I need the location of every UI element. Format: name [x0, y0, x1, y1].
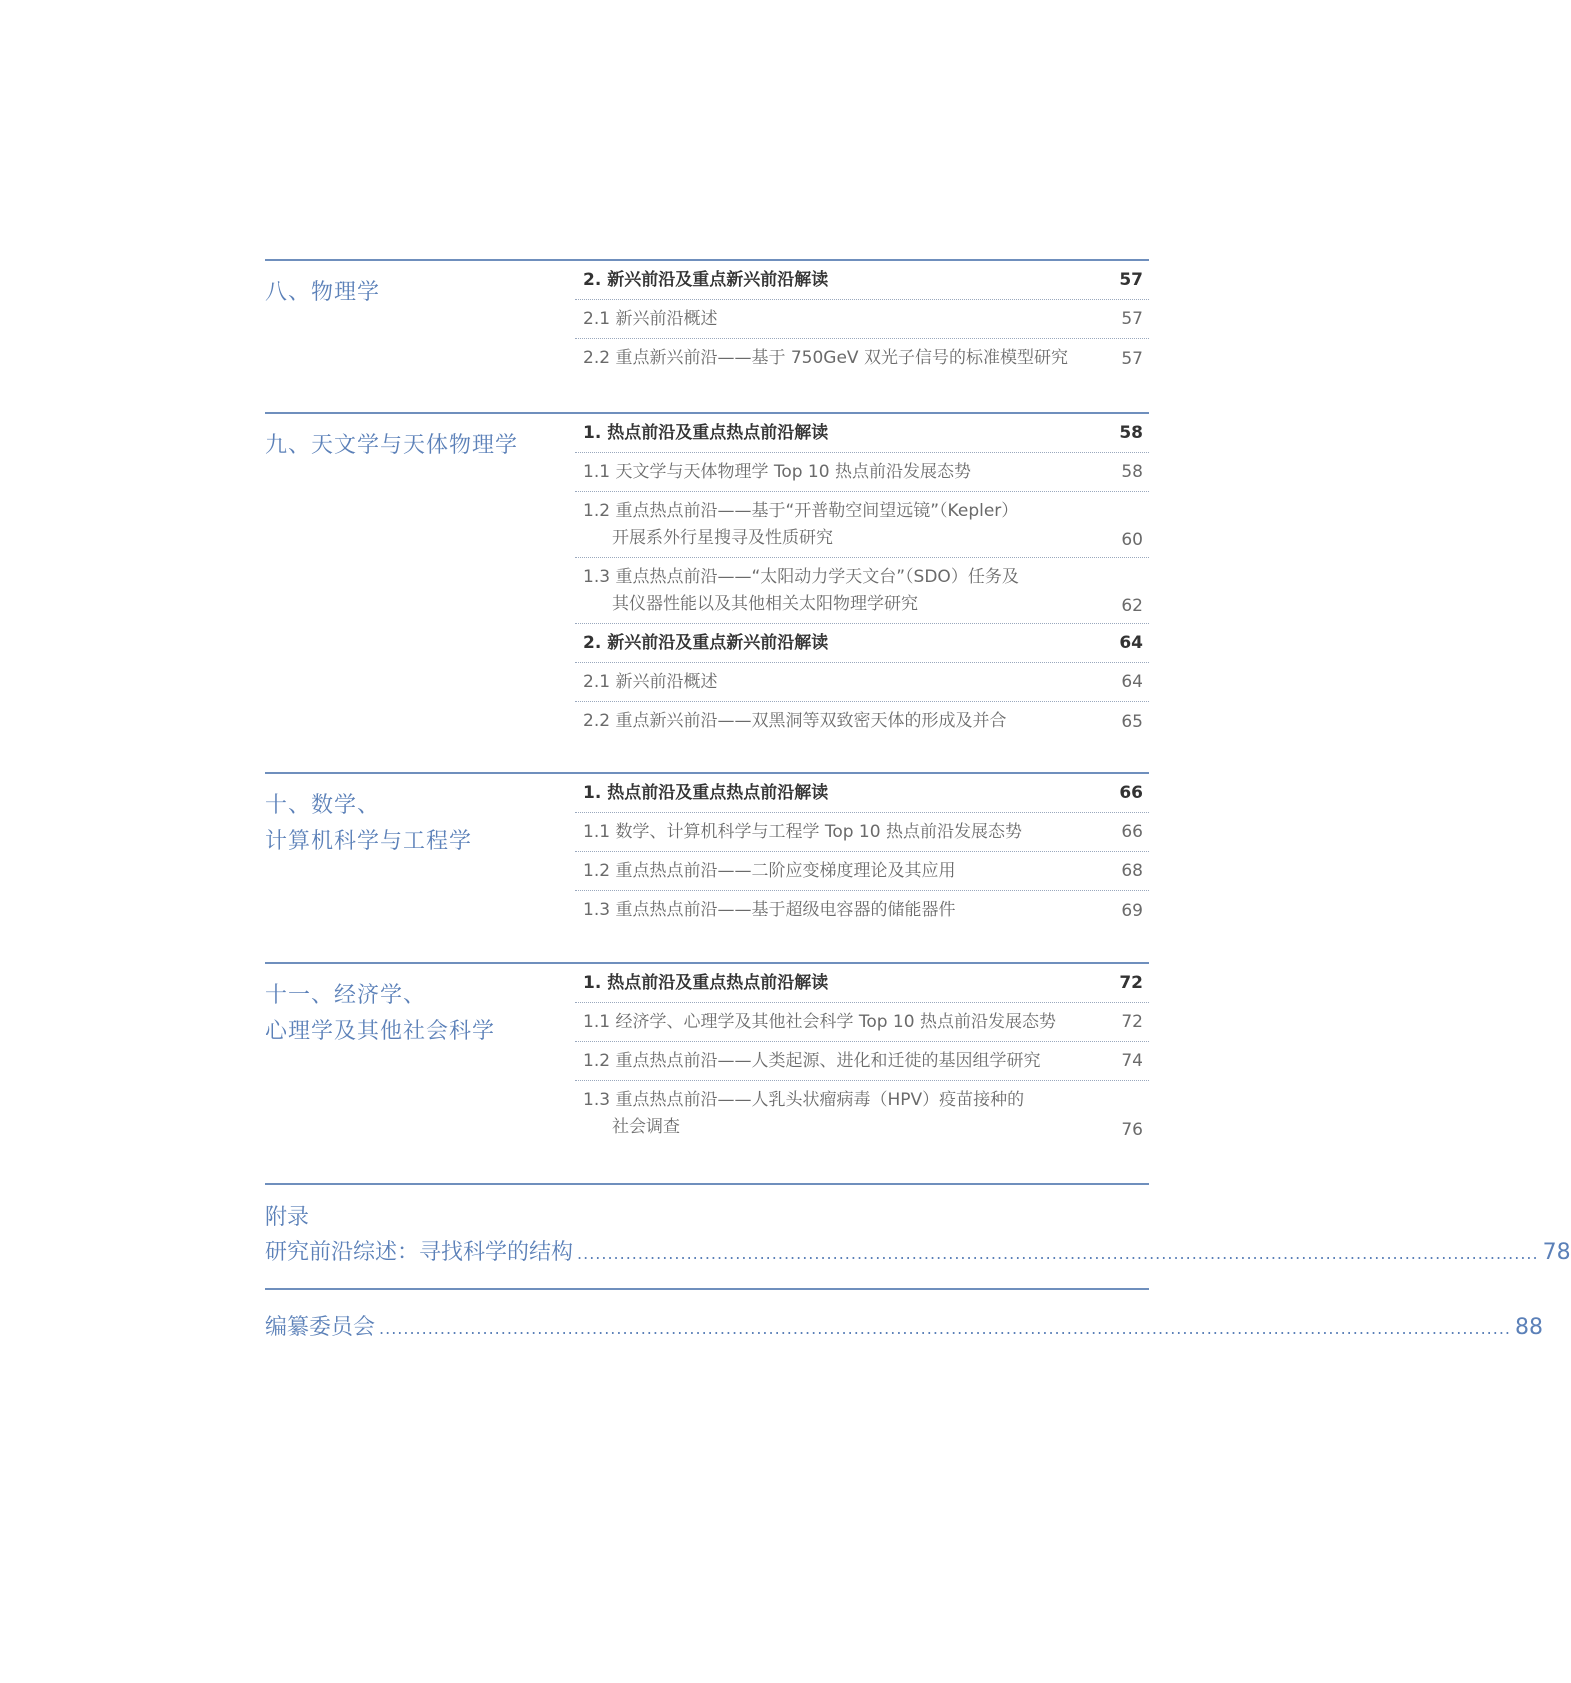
toc-section [265, 772, 1149, 921]
section-title-line: 十一、经济学、 [265, 983, 427, 1008]
entry-page-number: 57 [1121, 309, 1143, 329]
entry-title-line: 1. 热点前沿及重点热点前沿解读 [583, 973, 829, 993]
entry-page-number: 64 [1119, 633, 1143, 653]
entry-list [575, 964, 1149, 1147]
appendix-section [265, 1183, 1571, 1265]
entry-page-number: 58 [1119, 423, 1143, 443]
entry-page-number: 74 [1121, 1051, 1143, 1071]
toc-entry[interactable] [575, 702, 1149, 741]
toc-entry[interactable] [575, 813, 1149, 852]
entry-title [583, 897, 1143, 924]
toc-entry[interactable] [575, 453, 1149, 492]
committee-entry[interactable] [265, 1312, 1543, 1345]
section-title-line: 十、数学、 [265, 793, 381, 818]
entry-title [583, 459, 1143, 486]
toc-entry[interactable] [575, 300, 1149, 339]
toc-entry[interactable] [575, 339, 1149, 378]
entry-title-line: 1.1 经济学、心理学及其他社会科学 Top 10 热点前沿发展态势 [583, 1012, 1056, 1032]
entry-title-line: 1.3 重点热点前沿——“太阳动力学天文台”（SDO）任务及 [583, 567, 1019, 587]
entry-title [583, 1087, 1143, 1141]
appendix-entry-page: 78 [1542, 1240, 1571, 1265]
entry-page-number: 66 [1121, 822, 1143, 842]
entry-title-line: 1.1 数学、计算机科学与工程学 Top 10 热点前沿发展态势 [583, 822, 1022, 842]
toc-entry[interactable] [575, 1042, 1149, 1081]
entry-title [583, 780, 1143, 807]
entry-page-number: 76 [1121, 1120, 1143, 1140]
entry-list [575, 414, 1149, 741]
toc-entry[interactable] [575, 663, 1149, 702]
leader-dots: .............................................................................................................................................................. [577, 1244, 1539, 1263]
entry-title [583, 1009, 1143, 1036]
toc-entry[interactable] [575, 774, 1149, 813]
entry-title-line: 社会调查 [612, 1117, 680, 1137]
toc-entry[interactable] [575, 1003, 1149, 1042]
entry-title-line: 其仪器性能以及其他相关太阳物理学研究 [612, 594, 918, 614]
entry-title-line: 1. 热点前沿及重点热点前沿解读 [583, 423, 829, 443]
entry-page-number: 66 [1119, 783, 1143, 803]
entry-title-line: 1.2 重点热点前沿——基于“开普勒空间望远镜”（Kepler） [583, 501, 1019, 521]
entry-title-line: 1.3 重点热点前沿——基于超级电容器的储能器件 [583, 900, 956, 920]
entry-title [583, 306, 1143, 333]
leader-dots: .......................................................................................................................................................................................... [379, 1319, 1511, 1338]
entry-title [583, 819, 1143, 846]
entry-title-line: 2. 新兴前沿及重点新兴前沿解读 [583, 270, 829, 290]
entry-title-line: 1.2 重点热点前沿——人类起源、进化和迁徙的基因组学研究 [583, 1051, 1041, 1071]
entry-page-number: 72 [1119, 973, 1143, 993]
entry-title [583, 970, 1143, 997]
entry-title-line: 开展系外行星搜寻及性质研究 [612, 528, 833, 548]
toc-section [265, 259, 1149, 369]
entry-page-number: 60 [1121, 530, 1143, 550]
section-title [265, 428, 565, 464]
entry-page-number: 57 [1121, 349, 1143, 369]
toc-section [265, 962, 1149, 1140]
toc-entry[interactable] [575, 1081, 1149, 1147]
entry-page-number: 65 [1121, 712, 1143, 732]
entry-title-line: 1. 热点前沿及重点热点前沿解读 [583, 783, 829, 803]
entry-title-line: 2.2 重点新兴前沿——双黑洞等双致密天体的形成及并合 [583, 711, 1007, 731]
section-title [265, 788, 565, 860]
toc-entry[interactable] [575, 852, 1149, 891]
entry-title [583, 345, 1143, 372]
entry-title-line: 1.3 重点热点前沿——人乳头状瘤病毒（HPV）疫苗接种的 [583, 1090, 1025, 1110]
entry-title-line: 2.2 重点新兴前沿——基于 750GeV 双光子信号的标准模型研究 [583, 348, 1068, 368]
committee-title: 编纂委员会 [265, 1315, 376, 1340]
entry-title-line: 2.1 新兴前沿概述 [583, 309, 718, 329]
entry-title-line: 1.2 重点热点前沿——二阶应变梯度理论及其应用 [583, 861, 956, 881]
entry-title-line: 1.1 天文学与天体物理学 Top 10 热点前沿发展态势 [583, 462, 971, 482]
toc-entry[interactable] [575, 492, 1149, 558]
toc-entry[interactable] [575, 558, 1149, 624]
committee-page: 88 [1515, 1315, 1543, 1340]
toc-entry[interactable] [575, 414, 1149, 453]
entry-page-number: 57 [1119, 270, 1143, 290]
section-title-line: 八、物理学 [265, 280, 381, 305]
appendix-entry[interactable] [265, 1237, 1571, 1270]
entry-title [583, 1048, 1143, 1075]
entry-page-number: 72 [1121, 1012, 1143, 1032]
section-title-line: 心理学及其他社会科学 [265, 1019, 496, 1044]
toc-entry[interactable] [575, 261, 1149, 300]
entry-title [583, 669, 1143, 696]
appendix-entry-title: 研究前沿综述：寻找科学的结构 [265, 1240, 574, 1265]
entry-page-number: 58 [1121, 462, 1143, 482]
section-title-line: 计算机科学与工程学 [265, 829, 473, 854]
section-title [265, 275, 565, 311]
entry-list [575, 261, 1149, 378]
entry-title [583, 858, 1143, 885]
section-title [265, 978, 565, 1050]
entry-title [583, 708, 1143, 735]
entry-title-line: 2.1 新兴前沿概述 [583, 672, 718, 692]
entry-title [583, 267, 1143, 294]
toc-entry[interactable] [575, 964, 1149, 1003]
toc-entry[interactable] [575, 624, 1149, 663]
committee-section [265, 1288, 1543, 1340]
entry-title [583, 498, 1143, 552]
toc-entry[interactable] [575, 891, 1149, 930]
entry-page-number: 69 [1121, 901, 1143, 921]
toc-section [265, 412, 1149, 732]
entry-page-number: 68 [1121, 861, 1143, 881]
entry-title-line: 2. 新兴前沿及重点新兴前沿解读 [583, 633, 829, 653]
section-title-line: 九、天文学与天体物理学 [265, 433, 519, 458]
entry-list [575, 774, 1149, 930]
entry-title [583, 630, 1143, 657]
entry-page-number: 64 [1121, 672, 1143, 692]
appendix-heading: 附录 [265, 1205, 310, 1230]
entry-page-number: 62 [1121, 596, 1143, 616]
entry-title [583, 564, 1143, 618]
entry-title [583, 420, 1143, 447]
